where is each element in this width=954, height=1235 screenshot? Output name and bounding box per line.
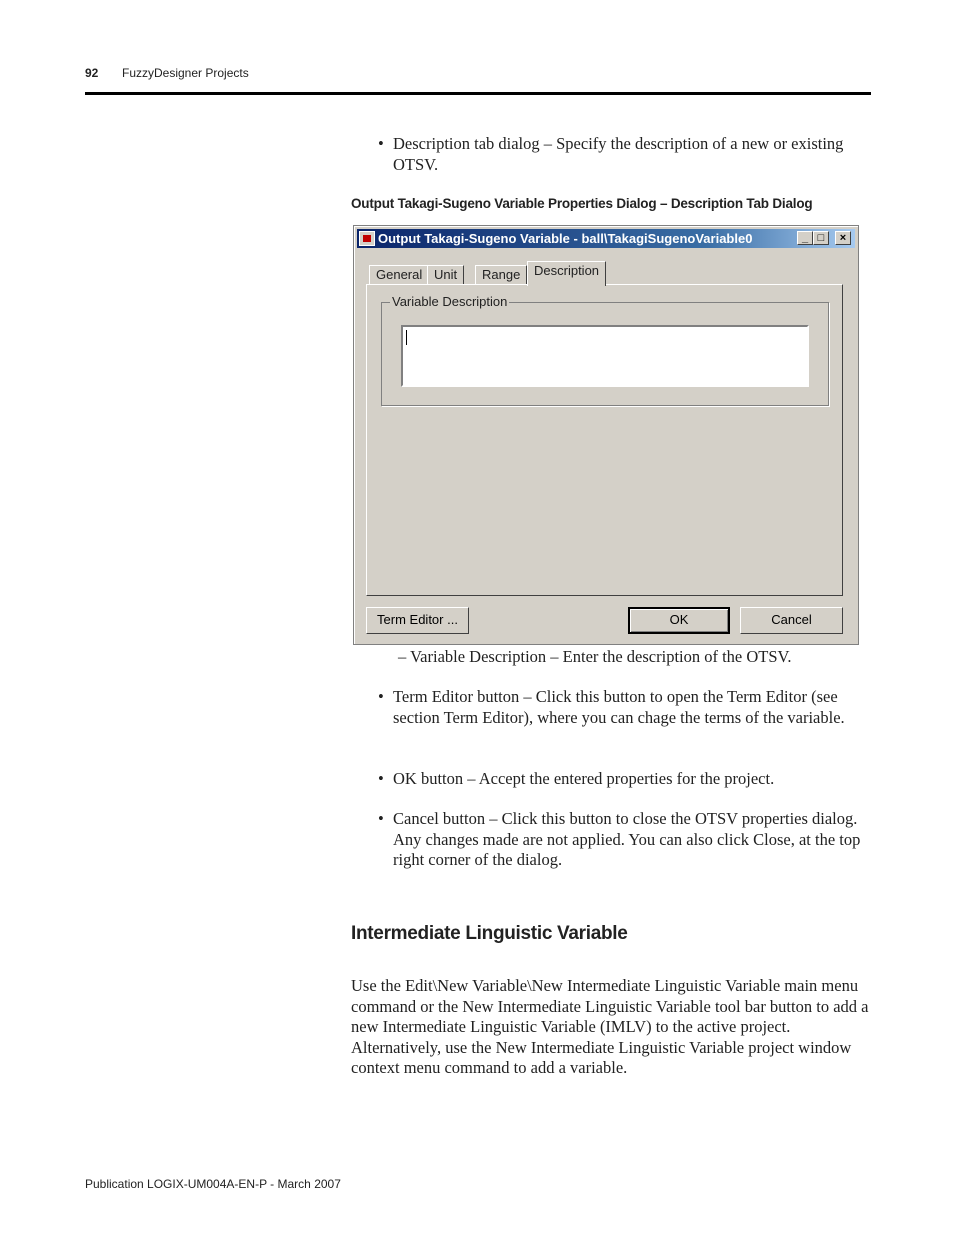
term-editor-button[interactable]: Term Editor ...: [366, 607, 469, 634]
app-icon: [359, 231, 375, 246]
dialog-titlebar[interactable]: [357, 229, 855, 248]
page-header: [85, 66, 871, 95]
text-caret: [406, 330, 407, 345]
cancel-bullet-text: Cancel button – Click this button to close the OTSV properties dialog. Any changes made are not applied. You can also click Close, at the top right corner of the dialog.: [393, 809, 861, 869]
term-editor-bullet: [378, 687, 873, 728]
variable-description-item: – Variable Description – Enter the description of the OTSV.: [398, 647, 792, 666]
tab-description[interactable]: Description: [527, 261, 606, 286]
ok-button[interactable]: OK: [628, 607, 730, 634]
page-number: 92: [85, 66, 99, 80]
otsv-properties-dialog: [353, 225, 859, 645]
bullet-symbol: •: [378, 809, 384, 828]
page-footer: Publication LOGIX-UM004A-EN-P - March 2007: [85, 1177, 341, 1191]
tab-unit[interactable]: Unit: [427, 265, 464, 285]
term-editor-bullet-text: Term Editor button – Click this button to open the Term Editor (see section Term Editor), where you can chage the terms of the variable.: [393, 687, 845, 727]
intro-bullet-text: Description tab dialog – Specify the description of a new or existing OTSV.: [393, 134, 844, 174]
ok-bullet-text: OK button – Accept the entered properties for the project.: [393, 769, 775, 788]
cancel-button[interactable]: Cancel: [740, 607, 843, 634]
minimize-button[interactable]: _: [797, 231, 813, 245]
section-paragraph: Use the Edit\New Variable\New Intermediate Linguistic Variable main menu command or the New Intermediate Linguistic Variable tool bar button to add a new Intermediate Linguistic Variable (IMLV) to the active project. Alternatively, use the New Intermediate Linguistic Variable project window context menu command to add a variable.: [351, 976, 869, 1077]
section-heading: Intermediate Linguistic Variable: [351, 923, 628, 944]
ok-bullet: [378, 769, 873, 790]
maximize-button[interactable]: □: [813, 231, 829, 245]
intro-bullet: [378, 134, 848, 175]
section-title: FuzzyDesigner Projects: [122, 66, 249, 80]
dialog-title: Output Takagi-Sugeno Variable - ball\TakagiSugenoVariable0: [378, 231, 753, 246]
bullet-symbol: •: [378, 687, 384, 706]
variable-description-input[interactable]: [401, 325, 809, 387]
group-label: Variable Description: [392, 294, 508, 309]
description-tab-panel: [366, 284, 843, 596]
bullet-symbol: •: [378, 769, 384, 788]
close-button[interactable]: ×: [835, 231, 851, 245]
tab-general[interactable]: General: [369, 265, 429, 285]
cancel-bullet: [378, 809, 863, 871]
bullet-symbol: •: [378, 134, 384, 153]
tab-range[interactable]: Range: [475, 265, 527, 285]
variable-description-group: [381, 294, 829, 406]
figure-caption: Output Takagi-Sugeno Variable Properties Dialog – Description Tab Dialog: [351, 196, 813, 211]
